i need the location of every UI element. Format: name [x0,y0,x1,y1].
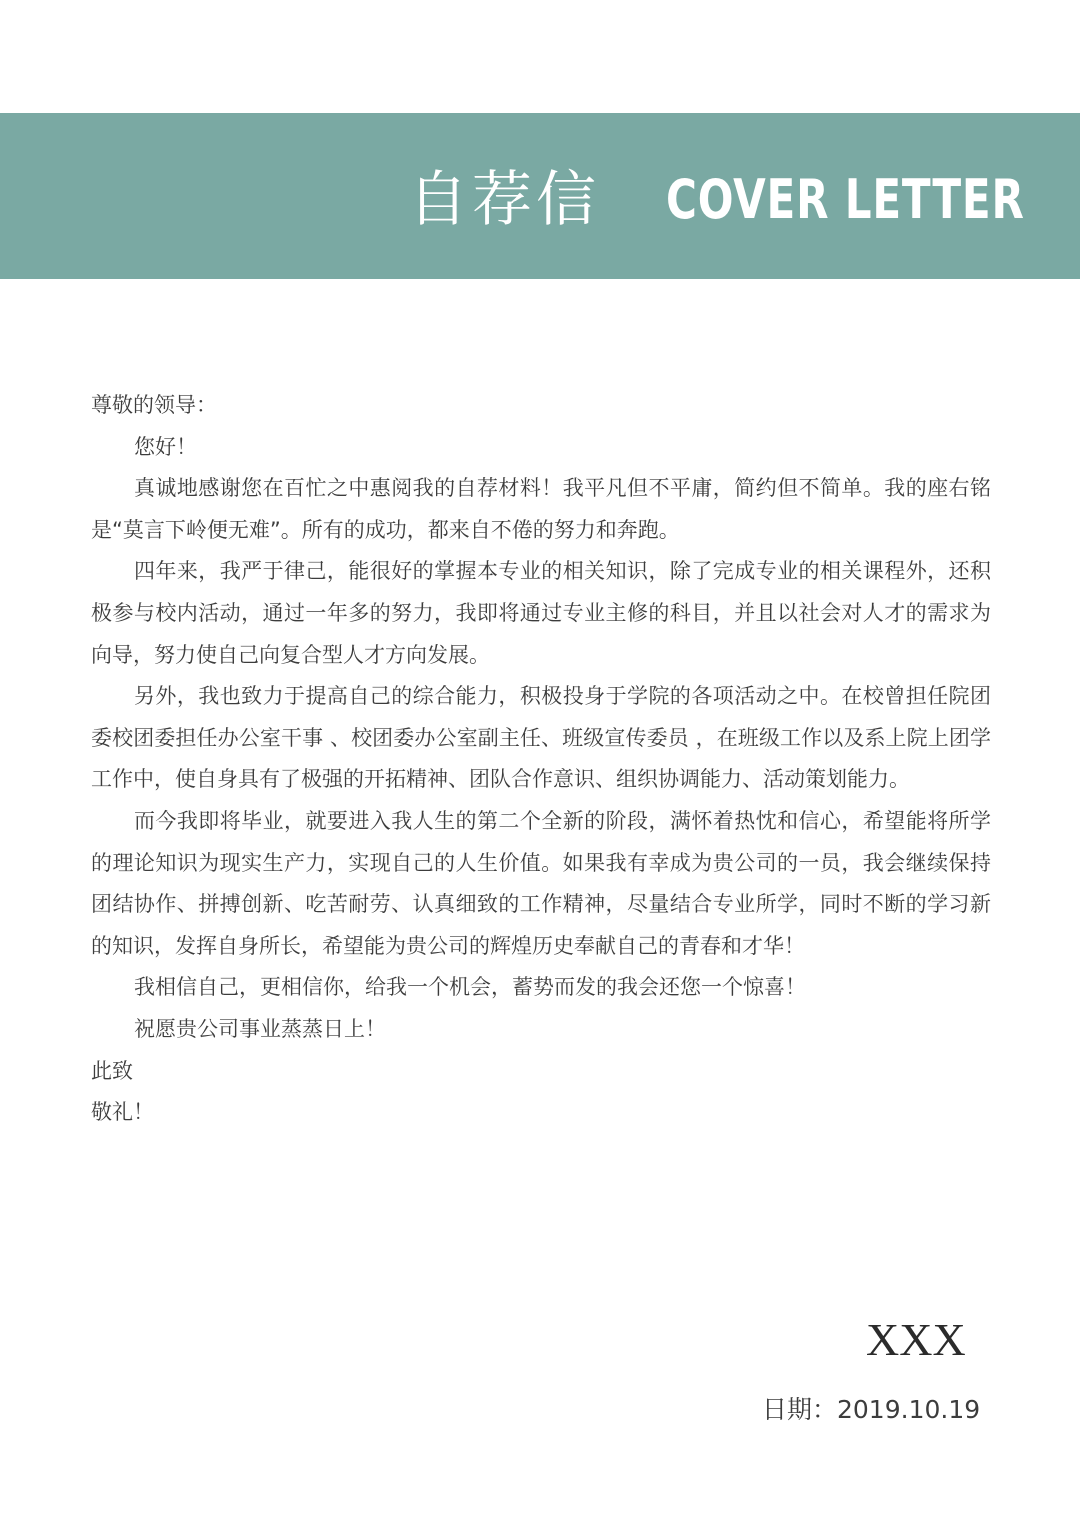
paragraph-activities: 另外，我也致力于提高自己的综合能力，积极投身于学院的各项活动之中。在校曾担任院团委校团委担任办公室干事 、校团委办公室副主任、班级宣传委员 ，在班级工作以及系上院上团学工作中，使自身具有了极强的开拓精神、团队合作意识、组织协调能力、活动策划能力。 [91,684,991,792]
signature-name: XXX [866,1314,966,1365]
salutation: 尊敬的领导： [91,393,217,417]
paragraph-future: 而今我即将毕业，就要进入我人生的第二个全新的阶段，满怀着热忱和信心，希望能将所学的理论知识为现实生产力，实现自己的人生价值。如果我有幸成为贵公司的一员，我会继续保持团结协作、拼搏创新、吃苦耐劳、认真细致的工作精神，尽量结合专业所学，同时不断的学习新的知识，发挥自身所长，希望能为贵公司的辉煌历史奉献自己的青春和才华！ [91,808,991,958]
paragraph-intro: 真诚地感谢您在百忙之中惠阅我的自荐材料！我平凡但不平庸，简约但不简单。我的座右铭是“莫言下岭便无难”。所有的成功，都来自不倦的努力和奔跑。 [91,476,991,542]
paragraph-wishes: 祝愿贵公司事业蒸蒸日上！ [134,1016,386,1041]
letter-body [91,385,991,1134]
closing-line-1: 此致 [91,1058,133,1083]
title-chinese: 自荐信 [408,165,600,235]
signature-date: 日期：2019.10.19 [762,1395,981,1424]
title-english: COVER LETTER [666,168,1025,231]
paragraph-confidence: 我相信自己，更相信你，给我一个机会，蓄势而发的我会还您一个惊喜！ [134,975,806,1000]
paragraph-study: 四年来，我严于律己，能很好的掌握本专业的相关知识，除了完成专业的相关课程外，还积极参与校内活动，通过一年多的努力，我即将通过专业主修的科目，并且以社会对人才的需求为向导，努力使自己向复合型人才方向发展。 [91,559,991,667]
closing-line-2: 敬礼！ [91,1100,154,1125]
greeting: 您好！ [134,434,197,459]
